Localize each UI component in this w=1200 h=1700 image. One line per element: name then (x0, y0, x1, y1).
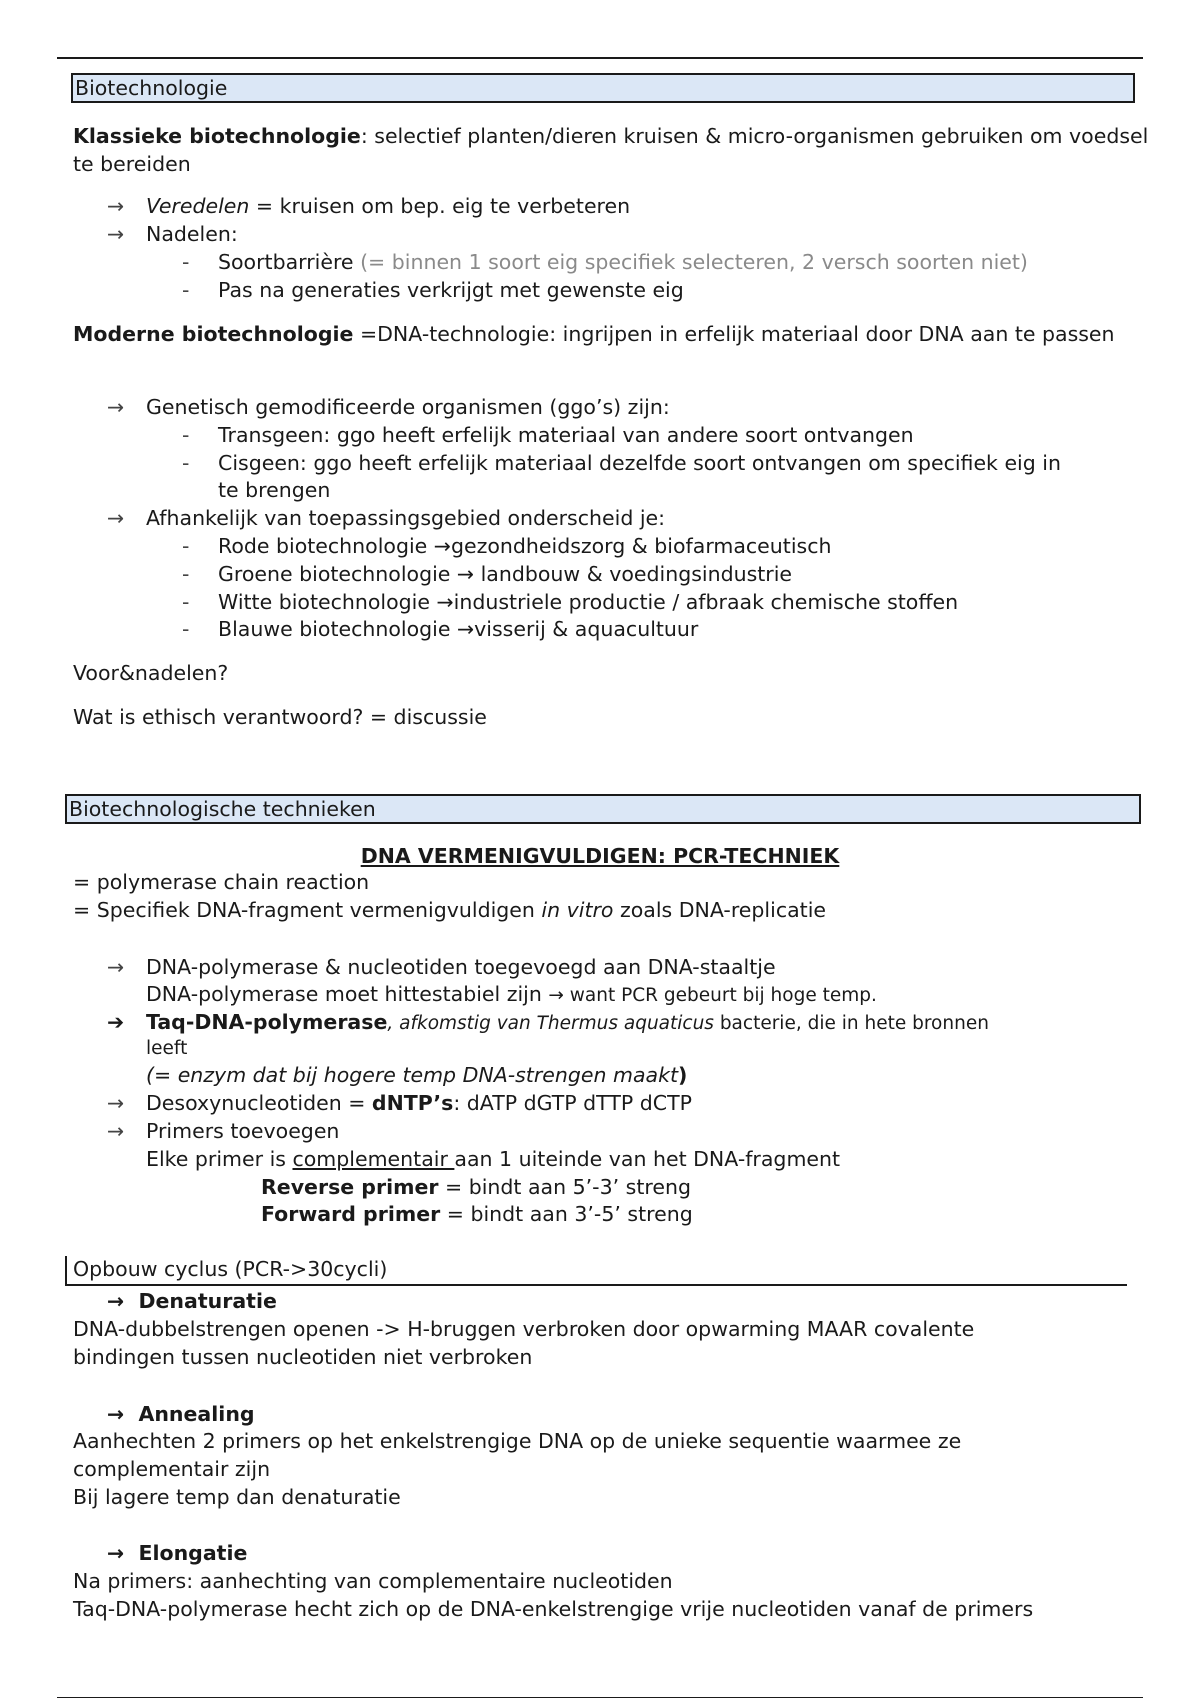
annealing-line3: Bij lagere temp dan denaturatie (73, 1485, 401, 1509)
pcr-def-1: = polymerase chain reaction (73, 870, 370, 894)
section-header-opbouw: Opbouw cyclus (PCR->30cycli) (65, 1256, 1127, 1286)
dash-bullet: - (182, 423, 190, 447)
primer-a: Elke primer is (146, 1147, 293, 1171)
reverse-primer (261, 1173, 691, 1201)
modern-def: =DNA-technologie: ingrijpen in erfelijk materiaal door DNA aan te passen (353, 322, 1115, 346)
dash-bullet: - (182, 590, 190, 614)
primer-complementair (146, 1145, 840, 1173)
veredelen-def: = kruisen om bep. eig te verbeteren (249, 194, 631, 218)
taq-origin: , afkomstig van Thermus aquaticus (387, 1013, 714, 1034)
pcr-title: DNA VERMENIGVULDIGEN: PCR-TECHNIEK (360, 844, 840, 868)
annealing-line2: complementair zijn (73, 1457, 271, 1481)
arrow-bullet: → (107, 1541, 125, 1565)
bottom-rule (57, 1697, 1143, 1698)
toepassing-label: Afhankelijk van toepassingsgebied onderscheid je: (146, 506, 666, 530)
dash-bullet: - (182, 250, 190, 274)
denaturatie-heading (107, 1287, 277, 1315)
arrow-bullet: → (107, 1119, 125, 1143)
dash-bullet: - (182, 278, 190, 302)
arrow-bullet: → (107, 1289, 125, 1313)
taq-rest: bacterie, die in hete bronnen (713, 1013, 989, 1034)
forward-def: = bindt aan 3’-5’ streng (440, 1202, 693, 1226)
cisgeen-item-line1: Cisgeen: ggo heeft erfelijk materiaal dezelfde soort ontvangen om specifiek eig in (218, 451, 1061, 475)
denaturatie-line1: DNA-dubbelstrengen openen -> H-bruggen verbroken door opwarming MAAR covalente (73, 1317, 975, 1341)
pcr-def-2-b: zoals DNA-replicatie (613, 898, 827, 922)
groene-item: Groene biotechnologie → landbouw & voedingsindustrie (218, 562, 793, 586)
denaturatie-title: Denaturatie (138, 1289, 277, 1313)
dntp-term: dNTP’s (371, 1091, 454, 1115)
primers-label: Primers toevoegen (146, 1119, 340, 1143)
taq-line3-close: ) (678, 1063, 688, 1087)
dash-bullet: - (182, 534, 190, 558)
arrow-bullet: → (107, 1402, 125, 1426)
arrow-bullet: → (107, 1091, 125, 1115)
forward-primer (261, 1200, 693, 1228)
soort-term: Soortbarrière (218, 250, 354, 274)
dash-bullet: - (182, 617, 190, 641)
reverse-term: Reverse primer (261, 1175, 439, 1199)
reverse-def: = bindt aan 5’-3’ streng (438, 1175, 691, 1199)
dntp-a: Desoxynucleotiden = (146, 1091, 372, 1115)
cisgeen-item-line2: te brengen (218, 478, 331, 502)
elongatie-heading (107, 1539, 247, 1567)
klassiek-paragraph (73, 122, 1153, 178)
klassiek-def: : selectief planten/dieren kruisen & micro-organismen gebruiken om voedsel te bereiden (73, 124, 1149, 176)
ggo-label: Genetisch gemodificeerde organismen (ggo’s) zijn: (146, 395, 670, 419)
dash-bullet: - (182, 562, 190, 586)
taq-line1 (146, 1008, 989, 1038)
elongatie-line2: Taq-DNA-polymerase hecht zich op de DNA-enkelstrengige vrije nucleotiden vanaf de primers (73, 1597, 1034, 1621)
taq-line2: leeft (146, 1038, 188, 1059)
elongatie-line1: Na primers: aanhechting van complementaire nucleotiden (73, 1569, 673, 1593)
arrow-bullet: → (107, 194, 125, 218)
voornadelen-text: Voor&nadelen? (73, 661, 229, 685)
veredelen-item (146, 192, 630, 220)
forward-term: Forward primer (261, 1202, 441, 1226)
primer-b: aan 1 uiteinde van het DNA-fragment (454, 1147, 841, 1171)
annealing-heading (107, 1400, 255, 1428)
nadelen-label: Nadelen: (146, 222, 238, 246)
primer-underlined: complementair (292, 1147, 455, 1171)
taq-line3-italic: (= enzym dat bij hogere temp DNA-strengen maakt (146, 1063, 679, 1087)
modern-term: Moderne biotechnologie (73, 322, 354, 346)
dntp-item (146, 1089, 692, 1117)
pcr-def-2-italic: in vitro (541, 898, 614, 922)
top-rule (57, 57, 1143, 59)
modern-paragraph (73, 320, 1153, 348)
annealing-title: Annealing (138, 1402, 255, 1426)
blauwe-item: Blauwe biotechnologie →visserij & aquacultuur (218, 617, 699, 641)
dntp-c: : dATP dGTP dTTP dCTP (453, 1091, 692, 1115)
generaties-item: Pas na generaties verkrijgt met gewenste eig (218, 278, 684, 302)
arrow-bullet: → (107, 395, 125, 419)
arrow-bullet: → (107, 222, 125, 246)
polymerase-line1: DNA-polymerase & nucleotiden toegevoegd aan DNA-staaltje (146, 955, 776, 979)
polymerase-line2 (146, 980, 877, 1010)
ethisch-text: Wat is ethisch verantwoord? = discussie (73, 705, 487, 729)
polymerase-line2-text: DNA-polymerase moet hittestabiel zijn (146, 982, 549, 1006)
arrow-bullet: → (107, 955, 125, 979)
polymerase-line2-note: → want PCR gebeurt bij hoge temp. (548, 985, 877, 1006)
section-header-technieken: Biotechnologische technieken (65, 794, 1141, 824)
soort-def: (= binnen 1 soort eig specifiek selecteren, 2 versch soorten niet) (353, 250, 1028, 274)
bold-arrow-bullet: ➔ (107, 1010, 125, 1034)
pcr-def-2 (73, 896, 1153, 924)
soortbarriere-item (218, 248, 1028, 276)
rode-item: Rode biotechnologie →gezondheidszorg & biofarmaceutisch (218, 534, 832, 558)
taq-line3 (146, 1061, 687, 1089)
taq-term: Taq-DNA-polymerase (146, 1010, 388, 1034)
veredelen-term: Veredelen (146, 194, 250, 218)
annealing-line1: Aanhechten 2 primers op het enkelstrengige DNA op de unieke sequentie waarmee ze (73, 1429, 962, 1453)
elongatie-title: Elongatie (138, 1541, 248, 1565)
section-header-biotechnologie: Biotechnologie (71, 73, 1135, 103)
pcr-def-2-a: = Specifiek DNA-fragment vermenigvuldigen (73, 898, 542, 922)
witte-item: Witte biotechnologie →industriele productie / afbraak chemische stoffen (218, 590, 959, 614)
denaturatie-line2: bindingen tussen nucleotiden niet verbroken (73, 1345, 533, 1369)
dash-bullet: - (182, 451, 190, 475)
arrow-bullet: → (107, 506, 125, 530)
transgeen-item: Transgeen: ggo heeft erfelijk materiaal van andere soort ontvangen (218, 423, 914, 447)
klassiek-term: Klassieke biotechnologie (73, 124, 361, 148)
